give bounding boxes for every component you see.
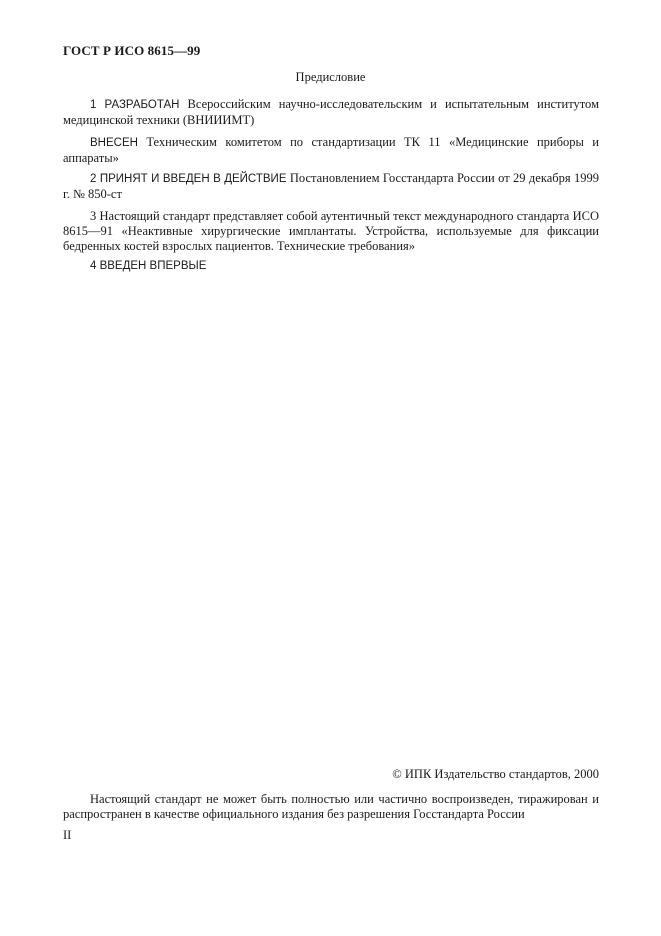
- preface-item-text: Техническим комитетом по стандартизации ТК 11 «Медицинские приборы и аппараты»: [63, 135, 599, 165]
- preface-item-adopted: [63, 171, 599, 202]
- copyright-line: © ИПК Издательство стандартов, 2000: [392, 767, 599, 781]
- preface-item-introduced: [63, 135, 599, 166]
- page-number: II: [63, 828, 72, 842]
- preface-item-authentic-text: [63, 209, 599, 254]
- document-header: ГОСТ Р ИСО 8615—99: [63, 43, 201, 58]
- preface-item-lead: 4 ВВЕДЕН ВПЕРВЫЕ: [90, 260, 207, 272]
- reproduction-notice: Настоящий стандарт не может быть полностью или частично воспроизведен, тиражирован и распространен в качестве официального издания без разрешения Госстандарта России: [63, 792, 599, 821]
- preface-item-text: 3 Настоящий стандарт представляет собой аутентичный текст международного стандарта ИСО 8615—91 «Неактивные хирургические имплантаты. Устройства, используемые для фиксации бедренных костей взрослых пациентов. Технические требования»: [63, 209, 599, 253]
- preface-item-text: Постановлением Госстандарта России от 29 декабря 1999 г. № 850-ст: [63, 171, 599, 201]
- preface-item-lead: 1 РАЗРАБОТАН: [90, 99, 180, 111]
- preface-item-first-introduced: [63, 258, 599, 274]
- preface-title: Предисловие: [295, 70, 366, 84]
- preface-item-developed: [63, 97, 599, 128]
- preface-item-lead: ВНЕСЕН: [90, 137, 138, 149]
- preface-item-text: Всероссийским научно-исследовательским и испытательным институтом медицинской техники (ВНИИИМТ): [63, 97, 599, 127]
- preface-item-lead: 2 ПРИНЯТ И ВВЕДЕН В ДЕЙСТВИЕ: [90, 173, 287, 185]
